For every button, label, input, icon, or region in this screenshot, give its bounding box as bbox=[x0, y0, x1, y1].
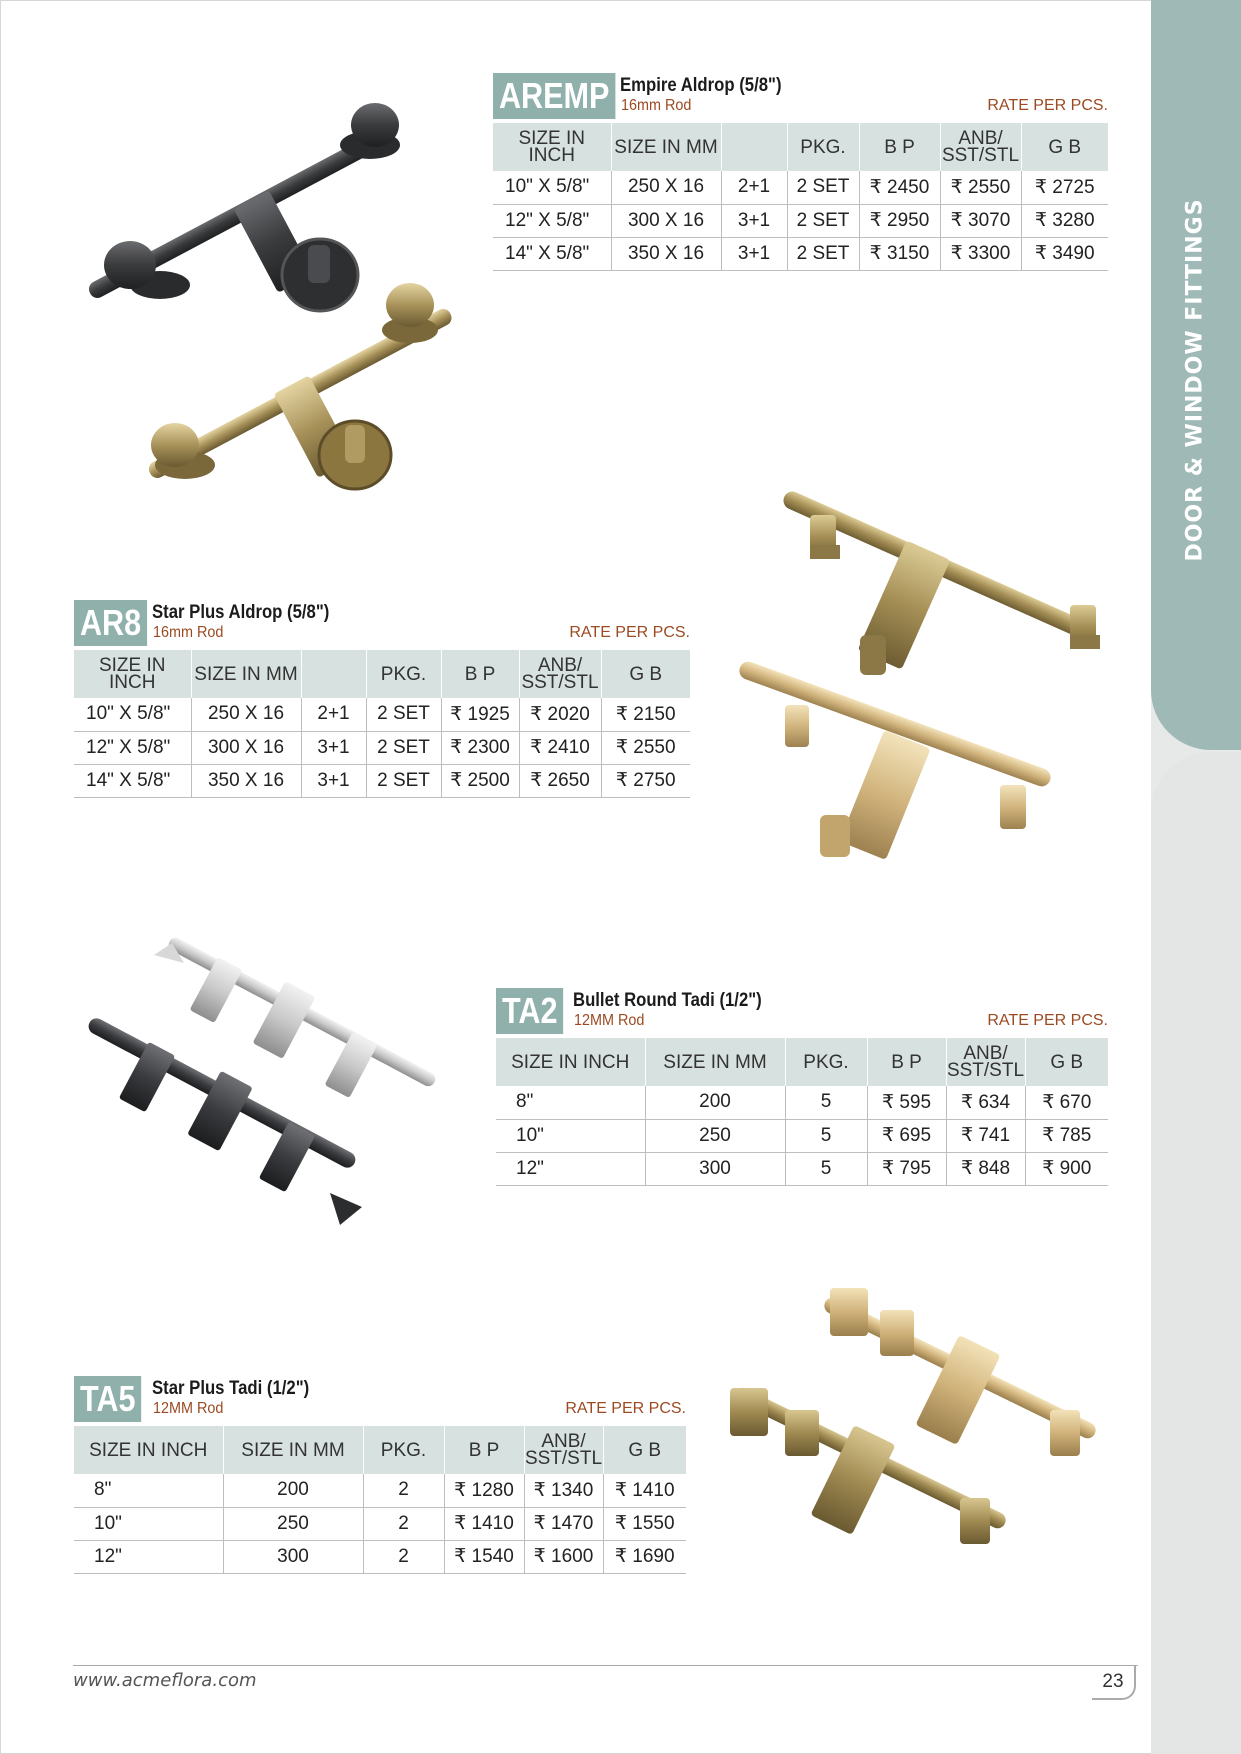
table-cell: 200 bbox=[223, 1474, 363, 1507]
table-cell: ₹ 795 bbox=[867, 1152, 946, 1185]
table-cell: ₹ 2650 bbox=[519, 764, 601, 797]
table-cell: ₹ 1540 bbox=[444, 1540, 524, 1573]
table-row bbox=[74, 698, 690, 731]
price-table bbox=[493, 123, 1108, 271]
table-cell: ₹ 785 bbox=[1025, 1119, 1108, 1152]
table-cell: 12" X 5/8" bbox=[74, 731, 191, 764]
table-cell: 14" X 5/8" bbox=[74, 764, 191, 797]
table-row bbox=[496, 1086, 1108, 1119]
product-ar8 bbox=[74, 600, 690, 798]
table-cell: 250 bbox=[645, 1119, 785, 1152]
rate-label: RATE PER PCS. bbox=[987, 1012, 1108, 1029]
table-cell: ₹ 2500 bbox=[441, 764, 519, 797]
table-cell: ₹ 1690 bbox=[603, 1540, 686, 1573]
table-cell: ₹ 634 bbox=[946, 1086, 1025, 1119]
col-header bbox=[721, 123, 787, 171]
footer-website-link[interactable]: www.acmeflora.com bbox=[73, 1670, 257, 1691]
table-cell: 3+1 bbox=[721, 204, 787, 237]
col-header bbox=[301, 650, 366, 698]
table-cell: 2 bbox=[363, 1540, 444, 1573]
product-header bbox=[74, 1376, 686, 1424]
table-cell: 3+1 bbox=[721, 237, 787, 270]
col-header: ANB/ SST/STL bbox=[524, 1426, 603, 1474]
black-aldrop-graphic bbox=[86, 103, 400, 311]
table-cell: 2 SET bbox=[787, 204, 859, 237]
price-table bbox=[496, 1038, 1108, 1186]
table-header-row bbox=[496, 1038, 1108, 1086]
table-cell: ₹ 3070 bbox=[940, 204, 1021, 237]
page-number: 23 bbox=[1092, 1666, 1136, 1700]
col-header: SIZE IN INCH bbox=[74, 1426, 223, 1474]
col-header: B P bbox=[867, 1038, 946, 1086]
table-cell: ₹ 670 bbox=[1025, 1086, 1108, 1119]
product-title: Star Plus Tadi (1/2") bbox=[152, 1378, 310, 1399]
price-table bbox=[74, 1426, 686, 1574]
table-cell: ₹ 1550 bbox=[603, 1507, 686, 1540]
rate-label: RATE PER PCS. bbox=[569, 624, 690, 641]
footer-divider bbox=[73, 1665, 1138, 1666]
table-cell: ₹ 2950 bbox=[859, 204, 940, 237]
table-cell: 12" bbox=[496, 1152, 645, 1185]
product-subtitle: 12MM Rod bbox=[153, 1400, 224, 1417]
table-cell: ₹ 900 bbox=[1025, 1152, 1108, 1185]
product-title: Bullet Round Tadi (1/2") bbox=[573, 990, 762, 1011]
col-header: G B bbox=[1025, 1038, 1108, 1086]
product-code: AREMP bbox=[493, 73, 615, 119]
product-subtitle: 16mm Rod bbox=[621, 97, 692, 114]
table-cell: 350 X 16 bbox=[191, 764, 301, 797]
star-plus-tadi-image bbox=[720, 1280, 1120, 1600]
table-cell: 300 X 16 bbox=[611, 204, 721, 237]
table-row bbox=[493, 171, 1108, 204]
table-row bbox=[496, 1152, 1108, 1185]
product-code: TA2 bbox=[496, 988, 563, 1034]
col-header: PKG. bbox=[787, 123, 859, 171]
product-title: Star Plus Aldrop (5/8") bbox=[152, 602, 330, 623]
table-cell: ₹ 2020 bbox=[519, 698, 601, 731]
table-row bbox=[74, 764, 690, 797]
table-cell: 200 bbox=[645, 1086, 785, 1119]
table-cell: 2 SET bbox=[366, 698, 441, 731]
black-tadi-graphic bbox=[86, 1016, 362, 1225]
table-row bbox=[496, 1119, 1108, 1152]
table-cell: ₹ 1280 bbox=[444, 1474, 524, 1507]
empire-aldrop-image bbox=[70, 95, 480, 535]
table-cell: 300 bbox=[223, 1540, 363, 1573]
col-header: SIZE IN MM bbox=[645, 1038, 785, 1086]
table-cell: 300 bbox=[645, 1152, 785, 1185]
table-cell: 8" bbox=[496, 1086, 645, 1119]
antique-aldrop-graphic bbox=[781, 489, 1100, 675]
col-header: PKG. bbox=[366, 650, 441, 698]
table-cell: ₹ 2550 bbox=[940, 171, 1021, 204]
table-cell: ₹ 1410 bbox=[444, 1507, 524, 1540]
table-row bbox=[74, 1507, 686, 1540]
col-header: ANB/ SST/STL bbox=[519, 650, 601, 698]
table-cell: 2 SET bbox=[787, 237, 859, 270]
table-cell: ₹ 2750 bbox=[601, 764, 690, 797]
col-header: PKG. bbox=[363, 1426, 444, 1474]
table-cell: ₹ 2150 bbox=[601, 698, 690, 731]
table-cell: 10" bbox=[496, 1119, 645, 1152]
table-header-row bbox=[493, 123, 1108, 171]
table-cell: ₹ 1340 bbox=[524, 1474, 603, 1507]
table-cell: ₹ 3150 bbox=[859, 237, 940, 270]
table-cell: 12" X 5/8" bbox=[493, 204, 611, 237]
table-cell: 350 X 16 bbox=[611, 237, 721, 270]
table-cell: ₹ 3300 bbox=[940, 237, 1021, 270]
table-cell: ₹ 2725 bbox=[1021, 171, 1108, 204]
table-cell: ₹ 1470 bbox=[524, 1507, 603, 1540]
antique-aldrop-graphic bbox=[146, 283, 454, 489]
col-header: ANB/ SST/STL bbox=[946, 1038, 1025, 1086]
col-header: SIZE IN INCH bbox=[496, 1038, 645, 1086]
product-aremp bbox=[493, 73, 1108, 271]
col-header: B P bbox=[859, 123, 940, 171]
bullet-round-tadi-image bbox=[72, 935, 472, 1255]
product-subtitle: 16mm Rod bbox=[153, 624, 224, 641]
table-row bbox=[74, 731, 690, 764]
product-header bbox=[496, 988, 1108, 1036]
table-cell: 5 bbox=[785, 1086, 867, 1119]
table-cell: 2 bbox=[363, 1474, 444, 1507]
table-cell: ₹ 1600 bbox=[524, 1540, 603, 1573]
star-plus-aldrop-image bbox=[730, 485, 1150, 915]
product-header bbox=[74, 600, 690, 648]
table-cell: 3+1 bbox=[301, 731, 366, 764]
table-cell: 10" bbox=[74, 1507, 223, 1540]
table-cell: 2 bbox=[363, 1507, 444, 1540]
col-header: B P bbox=[444, 1426, 524, 1474]
table-cell: ₹ 1410 bbox=[603, 1474, 686, 1507]
table-cell: 2+1 bbox=[301, 698, 366, 731]
table-row bbox=[493, 204, 1108, 237]
table-cell: 2 SET bbox=[366, 764, 441, 797]
col-header: SIZE IN MM bbox=[611, 123, 721, 171]
side-tab-label: DOOR & WINDOW FITTINGS bbox=[1182, 198, 1208, 562]
table-header-row bbox=[74, 1426, 686, 1474]
product-ta5 bbox=[74, 1376, 686, 1574]
table-cell: ₹ 2450 bbox=[859, 171, 940, 204]
table-header-row bbox=[74, 650, 690, 698]
table-cell: 5 bbox=[785, 1152, 867, 1185]
rate-label: RATE PER PCS. bbox=[987, 97, 1108, 114]
table-cell: 300 X 16 bbox=[191, 731, 301, 764]
table-cell: 2+1 bbox=[721, 171, 787, 204]
product-title: Empire Aldrop (5/8") bbox=[620, 75, 782, 96]
table-cell: ₹ 1925 bbox=[441, 698, 519, 731]
table-cell: 10" X 5/8" bbox=[493, 171, 611, 204]
product-subtitle: 12MM Rod bbox=[574, 1012, 645, 1029]
col-header: G B bbox=[1021, 123, 1108, 171]
table-cell: 250 bbox=[223, 1507, 363, 1540]
table-cell: 10" X 5/8" bbox=[74, 698, 191, 731]
table-cell: 14" X 5/8" bbox=[493, 237, 611, 270]
col-header: SIZE IN INCH bbox=[74, 650, 191, 698]
table-cell: 3+1 bbox=[301, 764, 366, 797]
rate-label: RATE PER PCS. bbox=[565, 1400, 686, 1417]
col-header: SIZE IN INCH bbox=[493, 123, 611, 171]
table-cell: 2 SET bbox=[787, 171, 859, 204]
table-cell: ₹ 848 bbox=[946, 1152, 1025, 1185]
table-cell: 250 X 16 bbox=[191, 698, 301, 731]
side-tab-lower bbox=[1151, 752, 1241, 1754]
table-cell: ₹ 741 bbox=[946, 1119, 1025, 1152]
table-cell: ₹ 2300 bbox=[441, 731, 519, 764]
product-header bbox=[493, 73, 1108, 121]
col-header: SIZE IN MM bbox=[223, 1426, 363, 1474]
product-code: AR8 bbox=[74, 600, 147, 646]
product-ta2 bbox=[496, 988, 1108, 1186]
table-row bbox=[493, 237, 1108, 270]
table-cell: 8" bbox=[74, 1474, 223, 1507]
table-cell: ₹ 2550 bbox=[601, 731, 690, 764]
gold-aldrop-graphic bbox=[737, 659, 1053, 860]
table-cell: ₹ 695 bbox=[867, 1119, 946, 1152]
col-header: ANB/ SST/STL bbox=[940, 123, 1021, 171]
col-header: B P bbox=[441, 650, 519, 698]
table-cell: 250 X 16 bbox=[611, 171, 721, 204]
table-cell: ₹ 2410 bbox=[519, 731, 601, 764]
product-code: TA5 bbox=[74, 1376, 141, 1422]
col-header: SIZE IN MM bbox=[191, 650, 301, 698]
table-cell: 2 SET bbox=[366, 731, 441, 764]
table-cell: 5 bbox=[785, 1119, 867, 1152]
price-table bbox=[74, 650, 690, 798]
col-header: G B bbox=[601, 650, 690, 698]
table-cell: ₹ 3280 bbox=[1021, 204, 1108, 237]
table-cell: 12" bbox=[74, 1540, 223, 1573]
col-header: G B bbox=[603, 1426, 686, 1474]
table-row bbox=[74, 1474, 686, 1507]
table-row bbox=[74, 1540, 686, 1573]
table-cell: ₹ 3490 bbox=[1021, 237, 1108, 270]
col-header: PKG. bbox=[785, 1038, 867, 1086]
table-cell: ₹ 595 bbox=[867, 1086, 946, 1119]
